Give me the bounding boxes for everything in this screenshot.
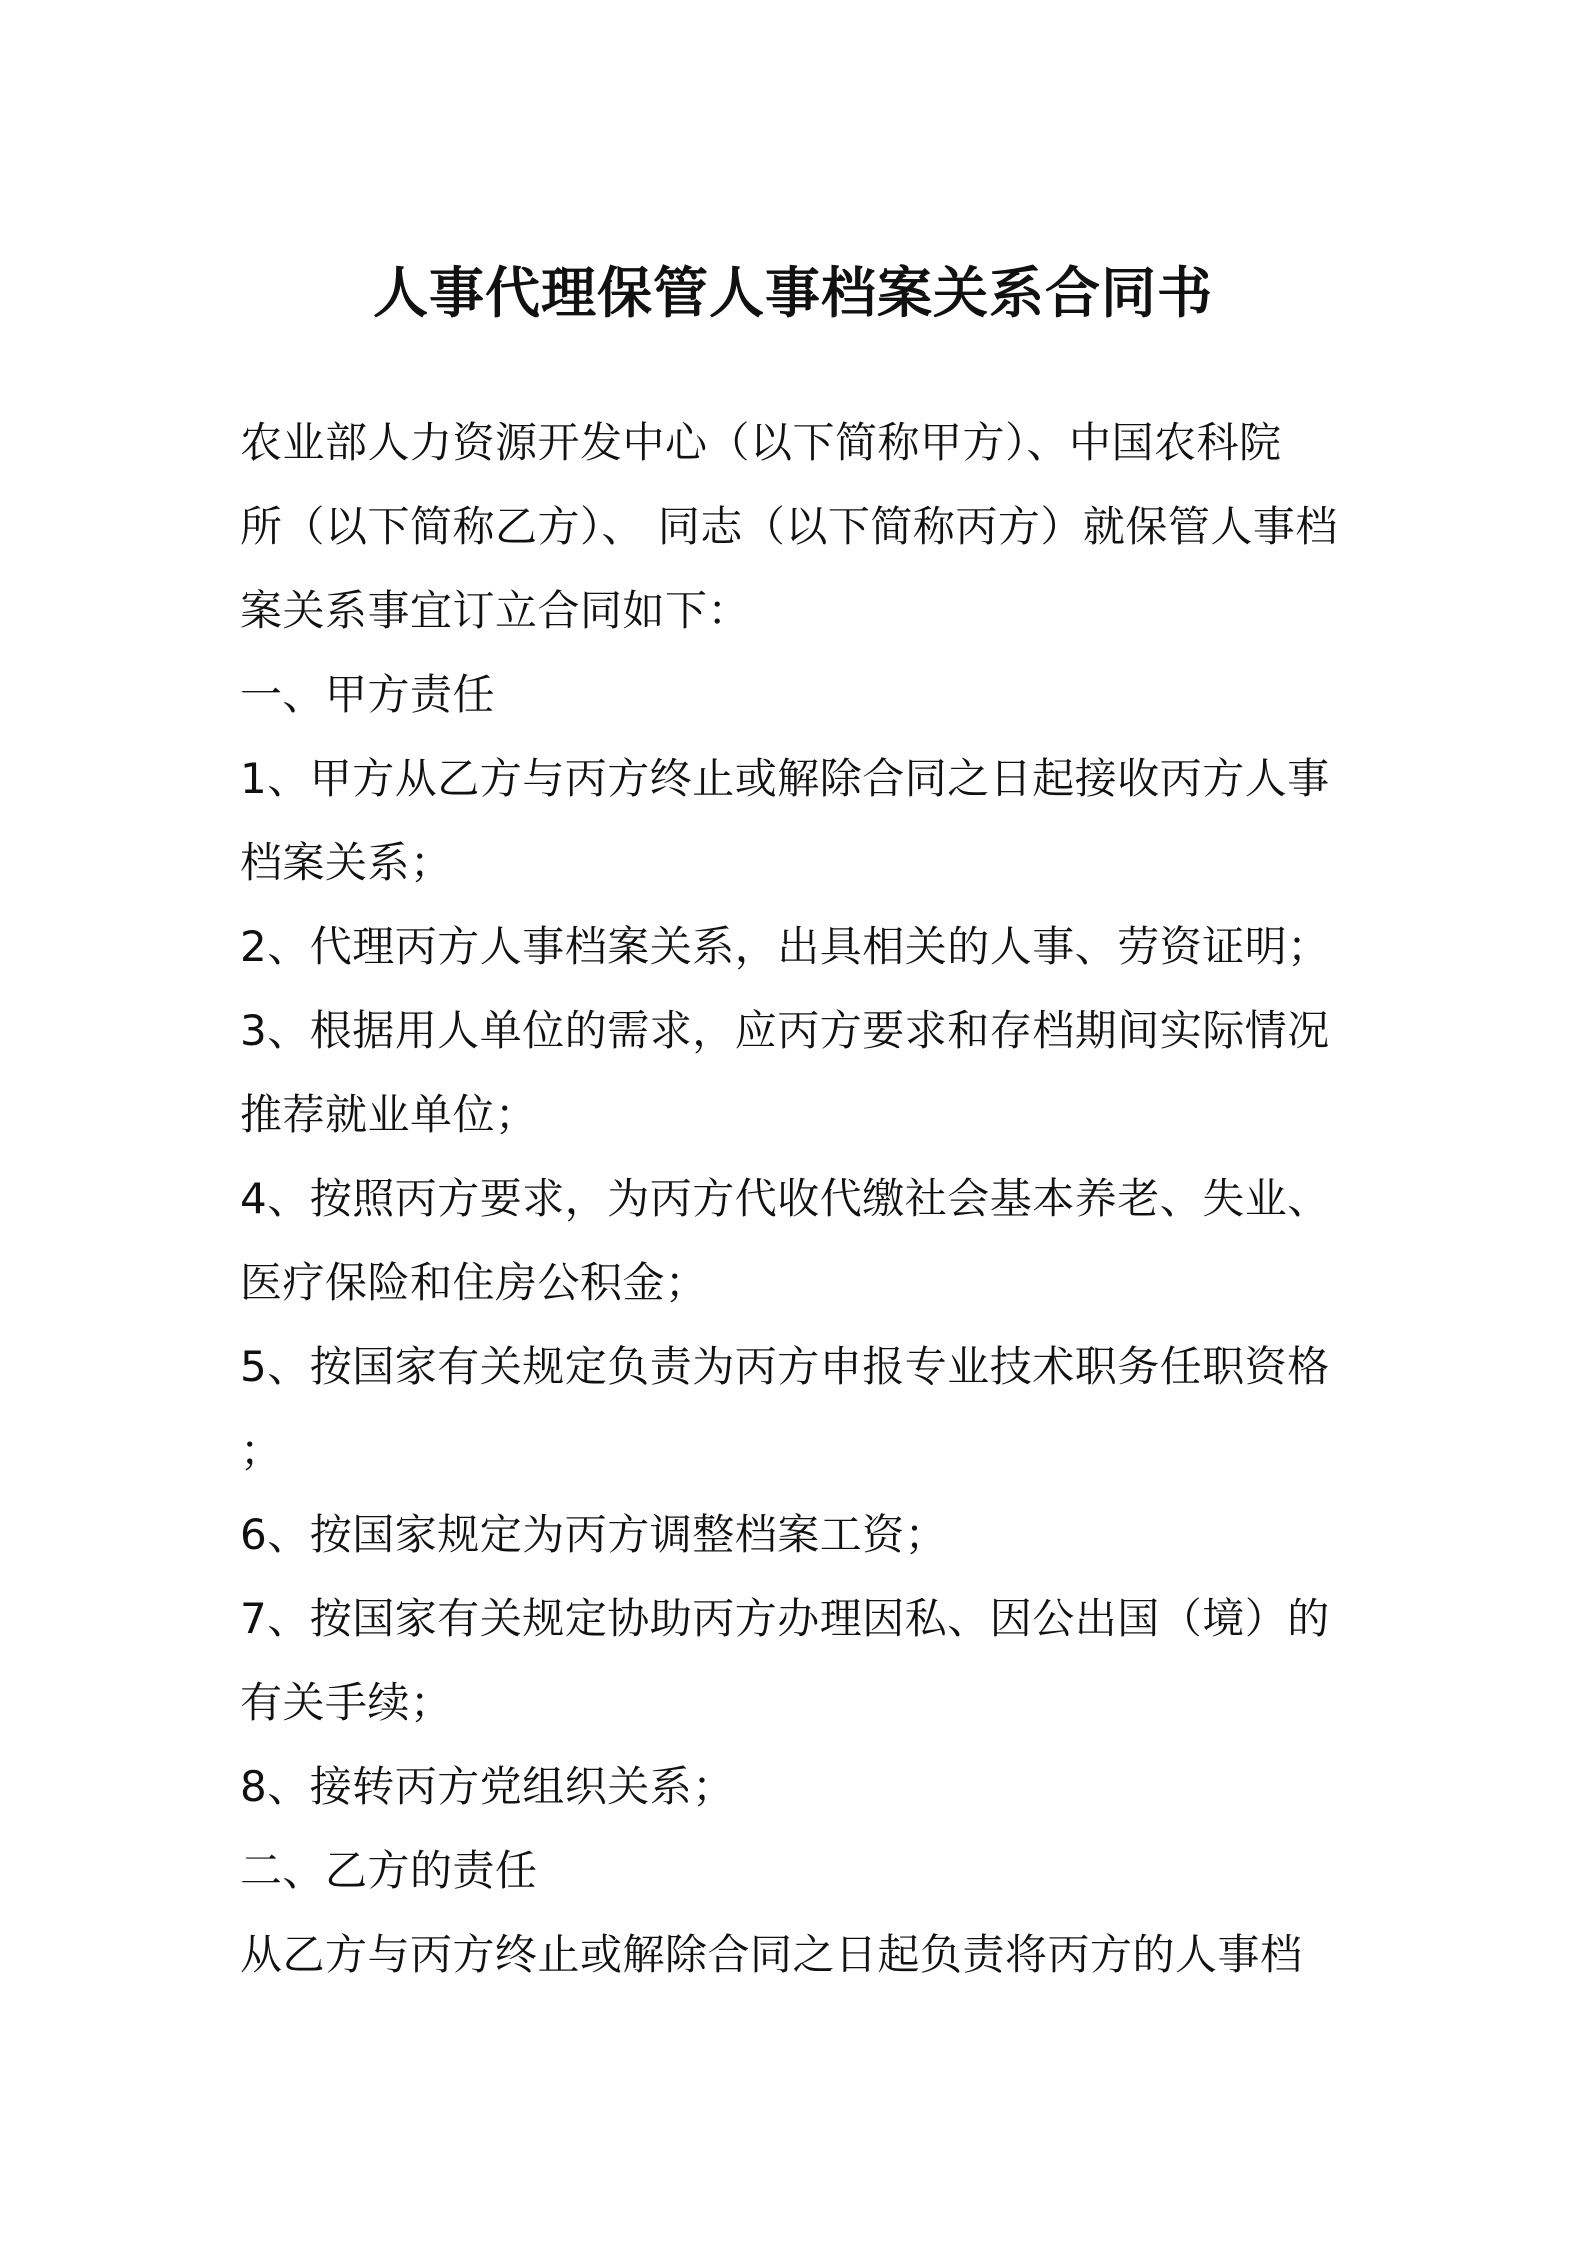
section-heading: 二、乙方的责任 <box>240 1846 538 1895</box>
list-item-continuation: 有关手续； <box>240 1678 453 1727</box>
paragraph-line: 案关系事宜订立合同如下： <box>240 586 751 635</box>
list-item: 6、按国家规定为丙方调整档案工资； <box>240 1510 948 1559</box>
paragraph-line: 从乙方与丙方终止或解除合同之日起负责将丙方的人事档 <box>240 1930 1303 1979</box>
list-item-continuation: 医疗保险和住房公积金； <box>240 1258 708 1307</box>
list-item: 3、根据用人单位的需求，应丙方要求和存档期间实际情况 <box>240 1006 1330 1055</box>
paragraph-line: 所（以下简称乙方）、 同志（以下简称丙方）就保管人事档 <box>240 502 1338 551</box>
list-item: 2、代理丙方人事档案关系，出具相关的人事、劳资证明； <box>240 922 1330 971</box>
list-item: 7、按国家有关规定协助丙方办理因私、因公出国（境）的 <box>240 1594 1330 1643</box>
list-item-continuation: ； <box>240 1426 283 1475</box>
paragraph-line: 农业部人力资源开发中心（以下简称甲方）、中国农科院 <box>240 418 1282 467</box>
list-item-continuation: 推荐就业单位； <box>240 1090 538 1139</box>
list-item: 5、按国家有关规定负责为丙方申报专业技术职务任职资格 <box>240 1342 1330 1391</box>
list-item: 8、接转丙方党组织关系； <box>240 1762 735 1811</box>
list-item: 4、按照丙方要求，为丙方代收代缴社会基本养老、失业、 <box>240 1174 1330 1223</box>
section-heading: 一、甲方责任 <box>240 670 496 719</box>
document-title: 人事代理保管人事档案关系合同书 <box>372 261 1213 325</box>
list-item: 1、甲方从乙方与丙方终止或解除合同之日起接收丙方人事 <box>240 754 1330 803</box>
list-item-continuation: 档案关系； <box>240 838 453 887</box>
